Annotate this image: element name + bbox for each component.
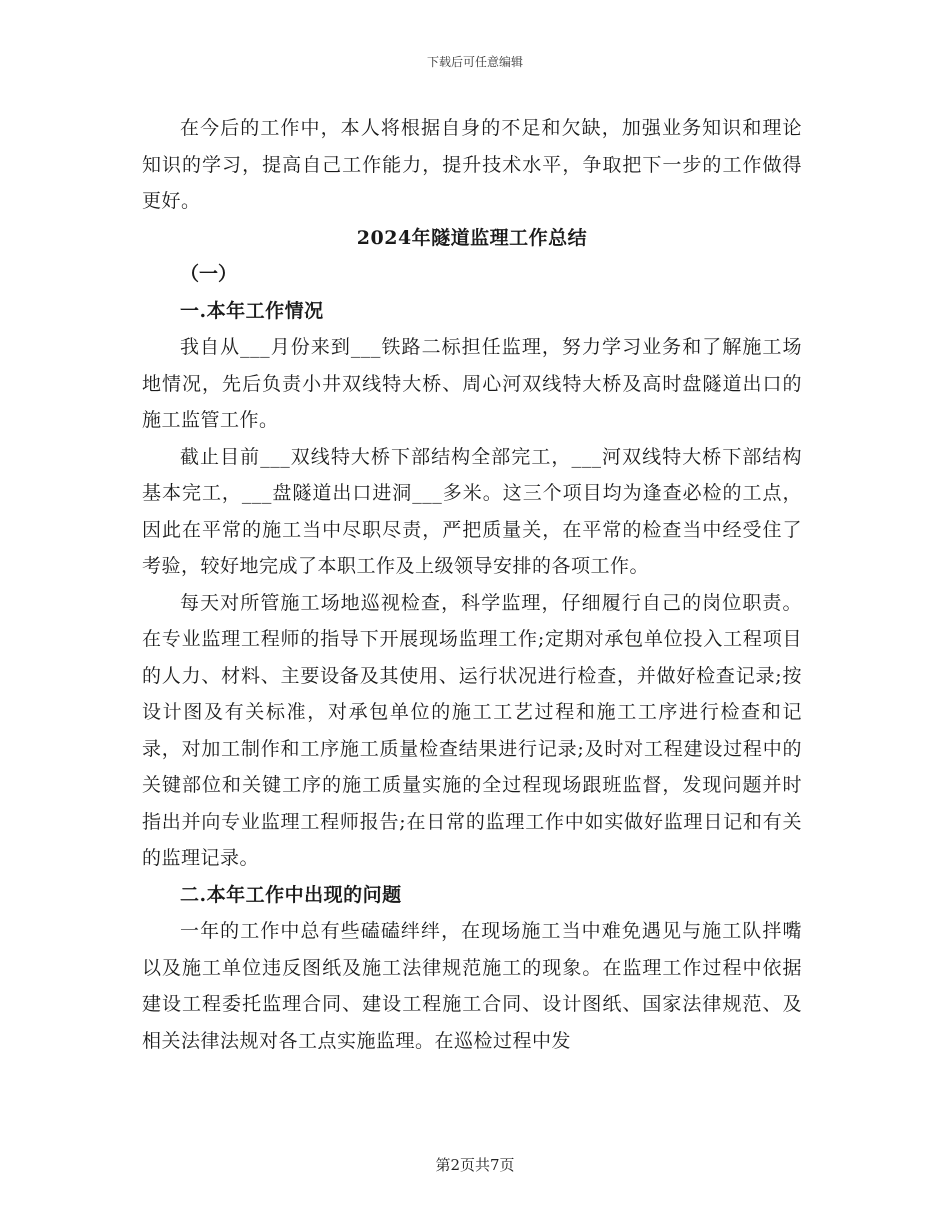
document-body — [142, 110, 802, 1059]
page-footer: 第2页共7页 — [435, 1156, 515, 1174]
section-heading-1: 一.本年工作情况 — [180, 299, 324, 322]
intro-paragraph: 在今后的工作中，本人将根据自身的不足和欠缺，加强业务知识和理论知识的学习，提高自己工作能力，提升技术水平，争取把下一步的工作做得更好。 — [142, 117, 802, 212]
part-label: （一） — [180, 263, 238, 285]
section2-paragraph-1: 一年的工作中总有些磕磕绊绊，在现场施工当中难免遇见与施工队拌嘴以及施工单位违反图纸及施工法律规范施工的现象。在监理工作过程中依据建设工程委托监理合同、建设工程施工合同、设计图纸、国家法律规范、及相关法律法规对各工点实施监理。在巡检过程中发 — [142, 920, 802, 1052]
section1-paragraph-2: 截止目前___双线特大桥下部结构全部完工，___河双线特大桥下部结构基本完工，___盘隧道出口进洞___多米。这三个项目均为逢查必检的工点，因此在平常的施工当中尽职尽责，严把质量关，在平常的检查当中经受住了考验，较好地完成了本职工作及上级领导安排的各项工作。 — [142, 445, 802, 577]
document-title: 2024年隧道监理工作总结 — [356, 226, 588, 249]
page-header: 下载后可任意编辑 — [426, 55, 523, 69]
section-heading-2: 二.本年工作中出现的问题 — [180, 883, 402, 906]
section1-paragraph-3: 每天对所管施工场地巡视检查，科学监理，仔细履行自己的岗位职责。在专业监理工程师的指导下开展现场监理工作;定期对承包单位投入工程项目的人力、材料、主要设备及其使用、运行状况进行检查，并做好检查记录;按设计图及有关标准，对承包单位的施工工艺过程和施工工序进行检查和记录，对加工制作和工序施工质量检查结果进行记录;及时对工程建设过程中的关键部位和关键工序的施工质量实施的全过程现场跟班监督，发现问题并时指出并向专业监理工程师报告;在日常的监理工作中如实做好监理日记和有关的监理记录。 — [142, 591, 802, 869]
section1-paragraph-1: 我自从___月份来到___铁路二标担任监理，努力学习业务和了解施工场地情况，先后负责小井双线特大桥、周心河双线特大桥及高时盘隧道出口的施工监管工作。 — [142, 336, 802, 431]
